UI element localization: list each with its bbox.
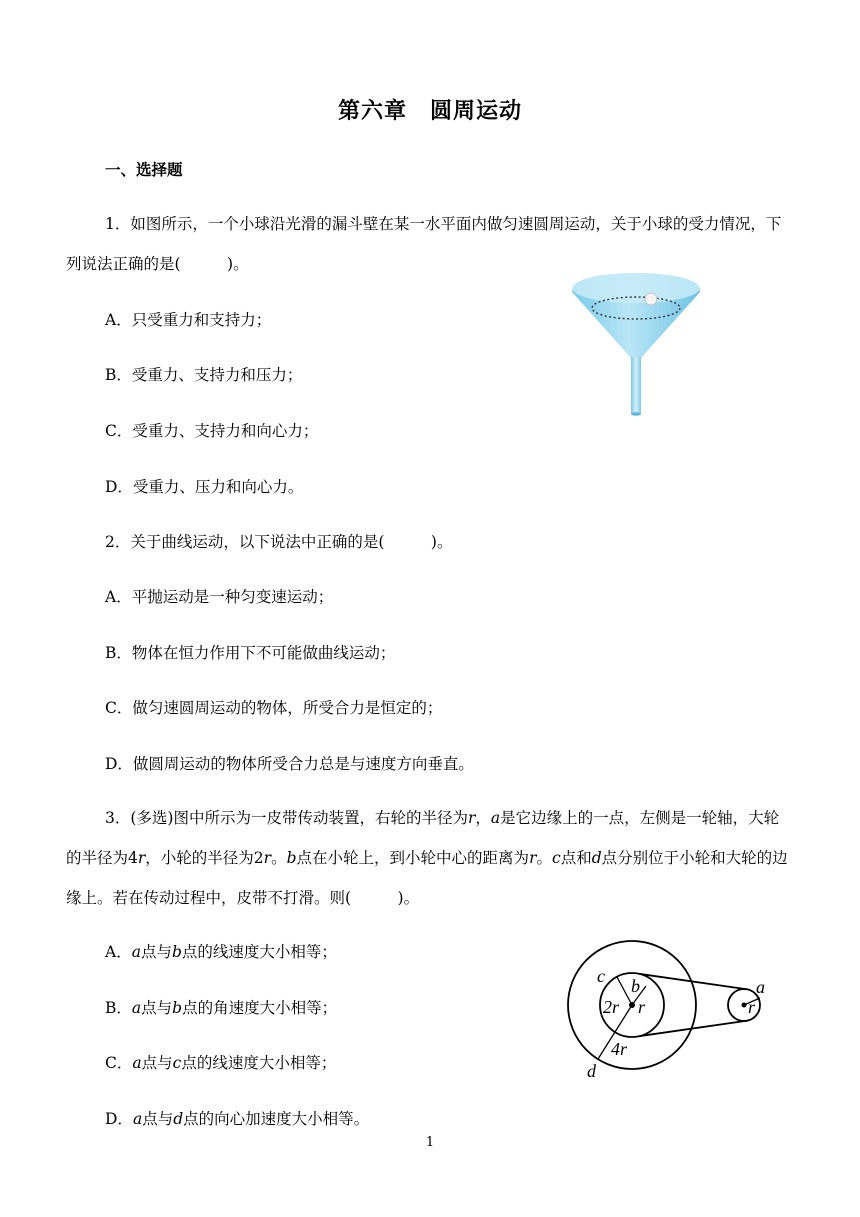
question-2-option-d: D．做圆周运动的物体所受合力总是与速度方向垂直。 (105, 755, 474, 773)
label-b: b (631, 976, 640, 996)
question-2-option-c: C．做匀速圆周运动的物体，所受合力是恒定的； (105, 699, 443, 717)
question-1-stem: 1．如图所示，一个小球沿光滑的漏斗壁在某一水平面内做匀速圆周运动，关于小球的受力情况，下列说法正确的是( )。 (66, 215, 782, 273)
label-r-small: r (638, 997, 646, 1017)
question-2-stem: 2．关于曲线运动，以下说法中正确的是( )。 (105, 533, 453, 551)
label-4r: 4r (611, 1039, 628, 1059)
question-1-option-c: C．受重力、支持力和向心力； (105, 422, 319, 440)
chapter-title: 第六章 圆周运动 (337, 99, 522, 124)
question-3-option-d: D．a点与d点的向心加速度大小相等。 (105, 1110, 370, 1128)
question-1-option-b: B．受重力、支持力和压力； (105, 366, 303, 384)
question-1-option-a: A．只受重力和支持力； (105, 311, 272, 329)
label-2r: 2r (603, 997, 620, 1017)
section-heading: 一、选择题 (105, 161, 183, 179)
question-3-option-a: A．a点与b点的线速度大小相等； (105, 943, 337, 961)
label-d: d (587, 1061, 596, 1081)
label-a: a (756, 977, 765, 997)
question-3-option-c: C．a点与c点的线速度大小相等； (105, 1054, 337, 1072)
question-1-option-d: D．受重力、压力和向心力。 (105, 478, 304, 496)
label-r-right: r (748, 997, 756, 1017)
center-dot-left (629, 1002, 635, 1008)
question-3-option-b: B．a点与b点的角速度大小相等； (105, 999, 338, 1017)
label-c: c (597, 966, 605, 986)
question-3-stem: 3．(多选)图中所示为一皮带传动装置，右轮的半径为r，a是它边缘上的一点，左侧是一轮轴，大轮的半径为4r，小轮的半径为2r。b点在小轮上，到小轮中心的距离为r。c点和d点分别位于小轮和大轮的边缘上。若在传动过程中，皮带不打滑。则( )。 (66, 809, 788, 907)
radius-line-c (617, 977, 632, 1005)
center-dot-right (742, 1003, 747, 1008)
page-number: 1 (425, 1135, 435, 1150)
question-2-option-b: B．物体在恒力作用下不可能做曲线运动； (105, 644, 396, 662)
question-2-option-a: A．平抛运动是一种匀变速运动； (105, 588, 334, 606)
